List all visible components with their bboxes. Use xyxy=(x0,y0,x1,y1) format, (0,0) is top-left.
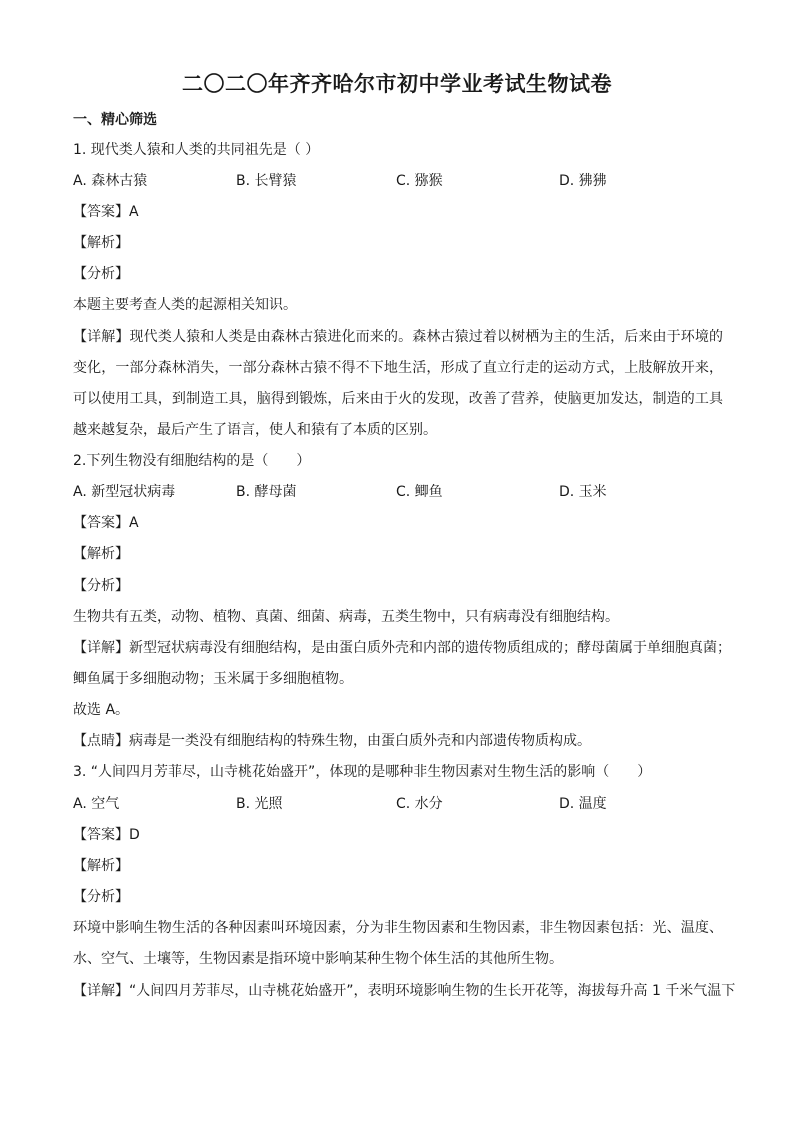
answer-label: 【答案】 xyxy=(73,204,129,220)
option-a: A. 空气 xyxy=(73,796,120,812)
question-1-detail-line: 变化，一部分森林消失，一部分森林古猿不得不下地生活，形成了直立行走的运动方式，上肢解放开来， xyxy=(73,360,723,376)
question-2-conclusion: 故选 A。 xyxy=(73,702,130,718)
question-1-fenxi: 本题主要考查人类的起源相关知识。 xyxy=(73,297,297,313)
detail-label: 【详解】 xyxy=(73,640,129,656)
option-d: D. 玉米 xyxy=(559,484,607,500)
option-c: C. 鲫鱼 xyxy=(396,484,443,500)
option-a: A. 新型冠状病毒 xyxy=(73,484,176,500)
detail-text: “人间四月芳菲尽，山寺桃花始盛开”，表明环境影响生物的生长开花等，海拔每升高 1 千米气温下 xyxy=(129,983,736,999)
question-2-analysis-label: 【解析】 xyxy=(73,546,129,562)
question-1-answer xyxy=(73,202,723,222)
detail-text: 新型冠状病毒没有细胞结构，是由蛋白质外壳和内部的遗传物质组成的；酵母菌属于单细胞真菌； xyxy=(129,640,731,656)
question-3-fenxi-line: 环境中影响生物生活的各种因素叫环境因素，分为非生物因素和生物因素，非生物因素包括：光、温度、 xyxy=(73,920,723,936)
option-b: B. 光照 xyxy=(236,796,283,812)
answer-value: D xyxy=(129,827,140,843)
tip-label: 【点睛】 xyxy=(73,733,129,749)
question-3-fenxi-label: 【分析】 xyxy=(73,889,129,905)
section-heading: 一、精心筛选 xyxy=(73,112,157,128)
detail-label: 【详解】 xyxy=(73,329,130,345)
question-1-analysis-label: 【解析】 xyxy=(73,235,129,251)
detail-label: 【详解】 xyxy=(73,983,129,999)
option-c: C. 水分 xyxy=(396,796,443,812)
question-3-detail-line xyxy=(73,981,736,1001)
option-b: B. 酵母菌 xyxy=(236,484,297,500)
answer-label: 【答案】 xyxy=(73,827,129,843)
question-1-detail-line xyxy=(73,327,723,347)
question-1-stem: 1. 现代类人猿和人类的共同祖先是（ ） xyxy=(73,142,320,158)
tip-text: 病毒是一类没有细胞结构的特殊生物，由蛋白质外壳和内部遗传物质构成。 xyxy=(129,733,591,749)
question-1-detail-line: 可以使用工具，到制造工具，脑得到锻炼，后来由于火的发现，改善了营养，使脑更加发达，制造的工具 xyxy=(73,391,723,407)
question-2-fenxi-label: 【分析】 xyxy=(73,578,129,594)
question-2-fenxi: 生物共有五类，动物、植物、真菌、细菌、病毒，五类生物中，只有病毒没有细胞结构。 xyxy=(73,609,619,625)
question-2-detail-line xyxy=(73,638,731,658)
question-1-detail-line: 越来越复杂，最后产生了语言，使人和猿有了本质的区别。 xyxy=(73,422,437,438)
answer-value: A xyxy=(129,515,139,531)
question-3-answer xyxy=(73,825,723,845)
detail-text: 现代类人猿和人类是由森林古猿进化而来的。森林古猿过着以树栖为主的生活，后来由于环境的 xyxy=(129,329,724,345)
question-1-fenxi-label: 【分析】 xyxy=(73,266,129,282)
question-2-tip xyxy=(73,731,723,751)
option-a: A. 森林古猿 xyxy=(73,173,148,189)
question-2-answer xyxy=(73,513,723,533)
option-c: C. 猕猴 xyxy=(396,173,443,189)
page-title: 二〇二〇年齐齐哈尔市初中学业考试生物试卷 xyxy=(182,71,612,96)
option-d: D. 狒狒 xyxy=(559,173,607,189)
question-3-analysis-label: 【解析】 xyxy=(73,858,129,874)
answer-value: A xyxy=(129,204,139,220)
option-b: B. 长臂猿 xyxy=(236,173,297,189)
question-3-stem: 3. “人间四月芳菲尽，山寺桃花始盛开”，体现的是哪种非生物因素对生物生活的影响（ ） xyxy=(73,764,652,780)
question-2-detail-line: 鲫鱼属于多细胞动物；玉米属于多细胞植物。 xyxy=(73,671,353,687)
option-d: D. 温度 xyxy=(559,796,607,812)
question-2-stem: 2.下列生物没有细胞结构的是（ ） xyxy=(73,453,311,469)
question-3-fenxi-line: 水、空气、土壤等，生物因素是指环境中影响某种生物个体生活的其他所生物。 xyxy=(73,951,563,967)
answer-label: 【答案】 xyxy=(73,515,129,531)
